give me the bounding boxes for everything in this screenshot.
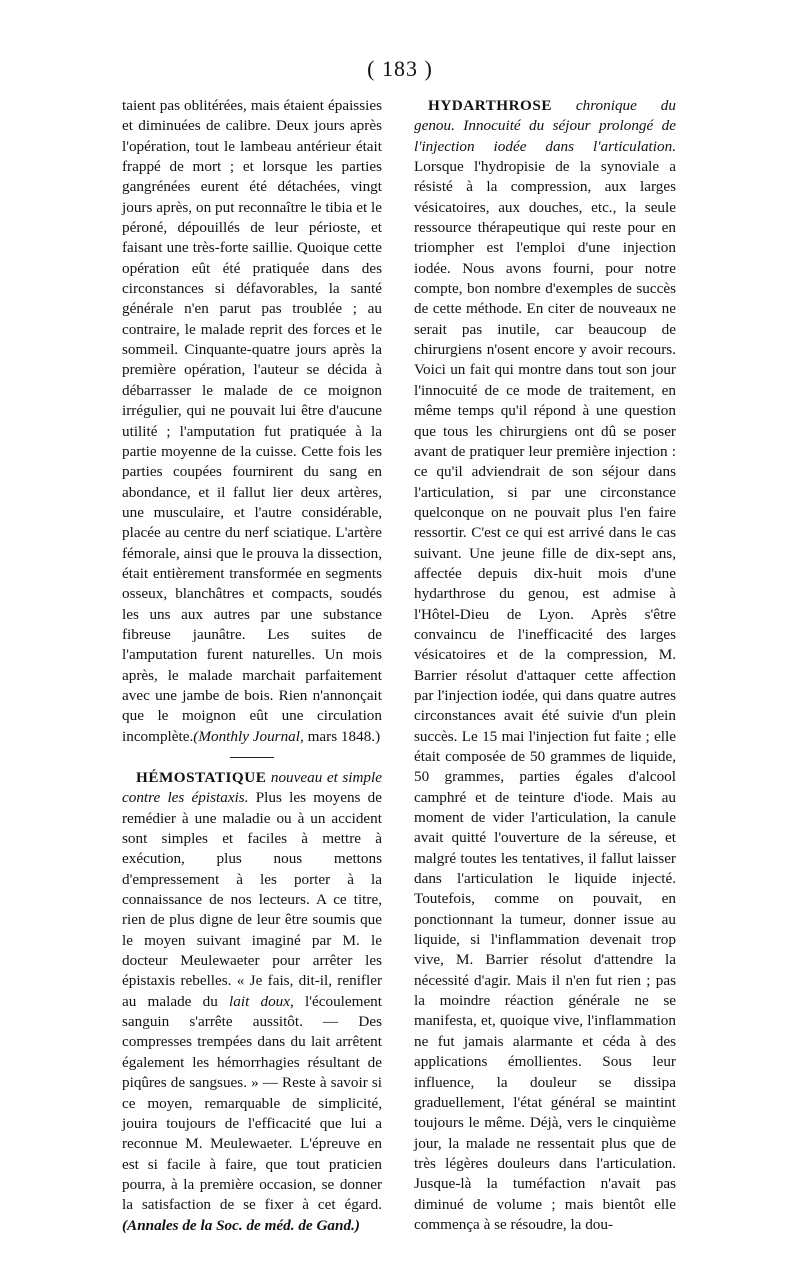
right-column [414,96,676,1235]
article-hemostatique-subtitle: nouveau et simple contre les épistaxis. [122,769,382,807]
article-hydarthrose-paragraph [414,96,676,1235]
article-hemostatique-body: Plus les moyens de remédier à une maladie ou à un accident sont simples et faciles à mettre à exécution, plus nous mettons d'empressement à les porter à la connaissance de nos lecteurs. A ce titre, rien de plus digne de leur être soumis que le moyen suivant imaginé par M. le docteur Meulewaeter pour arrêter les épistaxis rebelles. « Je fais, dit-il, renifler au malade du [122,789,382,1010]
article-hydarthrose-subtitle: chronique du genou. Innocuité du séjour prolongé de l'injection iodée dans l'articulation. [414,97,676,155]
article-hemostatique-lait-doux: lait doux, [229,992,294,1010]
article-hemostatique-paragraph [122,768,382,1236]
section-divider [230,757,274,758]
article-hydarthrose-title: HYDARTHROSE [428,97,552,114]
article-amputation-date: mars 1848.) [303,727,381,745]
article-amputation-body: taient pas oblitérées, mais étaient épaissies et diminuées de calibre. Deux jours après l'opération, tout le lambeau antérieur était frappé de mort ; et lorsque les parties gangrénées eurent été détachées, vingt jours après, on put reconnaître le tibia et le péroné, dépouillés de leur périoste, et faisant une très-forte saillie. Quoique cette opération eût été pratiquée dans des circonstances si défavorables, la santé générale n'en parut pas troublée ; au contraire, le malade reprit des forces et le sommeil. Cinquante-quatre jours après la première opération, l'auteur se décida à débarrasser le malade de ce moignon irrégulier, qui ne pouvait lui être d'aucune utilité ; l'amputation fut pratiquée à la partie moyenne de la cuisse. Cette fois les parties coupées fournirent du sang en abondance, et il fallut lier deux artères, une musculaire, et l'autre considérable, placée au centre du nerf sciatique. L'artère fémorale, ainsi que le prouva la dissection, était entièrement transformée en segments osseux, blanchâtres et compacts, soudés les uns aux autres par une substance fibreuse jaunâtre. Les suites de l'amputation furent naturelles. Un mois après, le malade marchait parfaitement avec une jambe de bois. Rien n'annonçait que le moignon eût une circulation incomplète. [122,97,382,745]
page-number: ( 183 ) [367,56,433,81]
article-hydarthrose-body: Lorsque l'hydropisie de la synoviale a résisté à la compression, aux larges vésicatoires, aux douches, etc., la seule ressource thérapeutique qui reste pour en triompher est l'emploi d'une injection iodée. Nous avons fourni, pour notre compte, bon nombre d'exemples de succès de cette méthode. En citer de nouveaux ne serait pas inutile, car beaucoup de chirurgiens n'osent encore y avoir recours. Voici un fait qui montre dans tout son jour l'innocuité de ce mode de traitement, en même temps qu'il répond à une question que tous les chirurgiens ont dû se poser avant de pratiquer leur première injection : ce qu'il adviendrait de son séjour dans l'articulation, si par une circonstance quelconque on ne pouvait plus l'en faire ressortir. C'est ce qui est arrivé dans le cas suivant. Une jeune fille de dix-sept ans, affectée depuis dix-huit mois d'une hydarthrose du genou, est admise à l'Hôtel-Dieu de Lyon. Après s'être convaincu de l'inefficacité des larges vésicatoires et de la compression, M. Barrier résolut d'attaquer cette affection par l'injection iodée, qui dans quatre autres circonstances avait été suivie d'un plein succès. Le 15 mai l'injection fut faite ; elle était composée de 50 grammes de liquide, 50 grammes, parties égales d'alcool camphré et de teinture d'iode. Mais au moment de vider l'articulation, la canule avait quitté l'ouverture de la séreuse, et malgré toutes les tentatives, il fallut laisser dans l'articulation le liquide injecté. Toutefois, comme on pouvait, en ponctionnant la tumeur, donner issue au liquide, si l'inflammation devenait trop vive, M. Barrier résolut d'attendre la nécessité d'agir. Mais il n'en fut rien ; pas la moindre réaction générale ne se manifesta, et, quoique vive, l'inflammation ne fut jamais alarmante et céda à des applications émollientes. Sous leur influence, la douleur se dissipa graduellement, l'état général se maintint toujours le même. Déjà, vers le cinquième jour, la malade ne ressentait plus que de très légères douleurs dans l'articulation. Jusque-là la tuméfaction n'avait pas diminué de volume ; mais bientôt elle commença à se résoudre, la dou- [414,158,676,1233]
article-amputation-source: (Monthly Journal, [193,727,304,745]
left-column [122,96,382,1236]
article-hemostatique-source: (Annales de la Soc. de méd. de Gand.) [122,1216,360,1234]
article-hemostatique-title: HÉMOSTATIQUE [136,769,267,786]
article-amputation-paragraph [122,96,382,747]
article-hemostatique-body-2: l'écoulement sanguin s'arrête aussitôt. — Des compresses trempées dans du lait arrêtent également les hémorrhagies résultant de piqûres de sangsues. » — Reste à savoir si ce moyen, remarquable de simplicité, jouira toujours de l'efficacité que lui a reconnue M. Meulewaeter. L'épreuve en est si facile à faire, que tout praticien pourra, à la première occasion, se donner la satisfaction de se fixer à cet égard. [122,992,382,1214]
